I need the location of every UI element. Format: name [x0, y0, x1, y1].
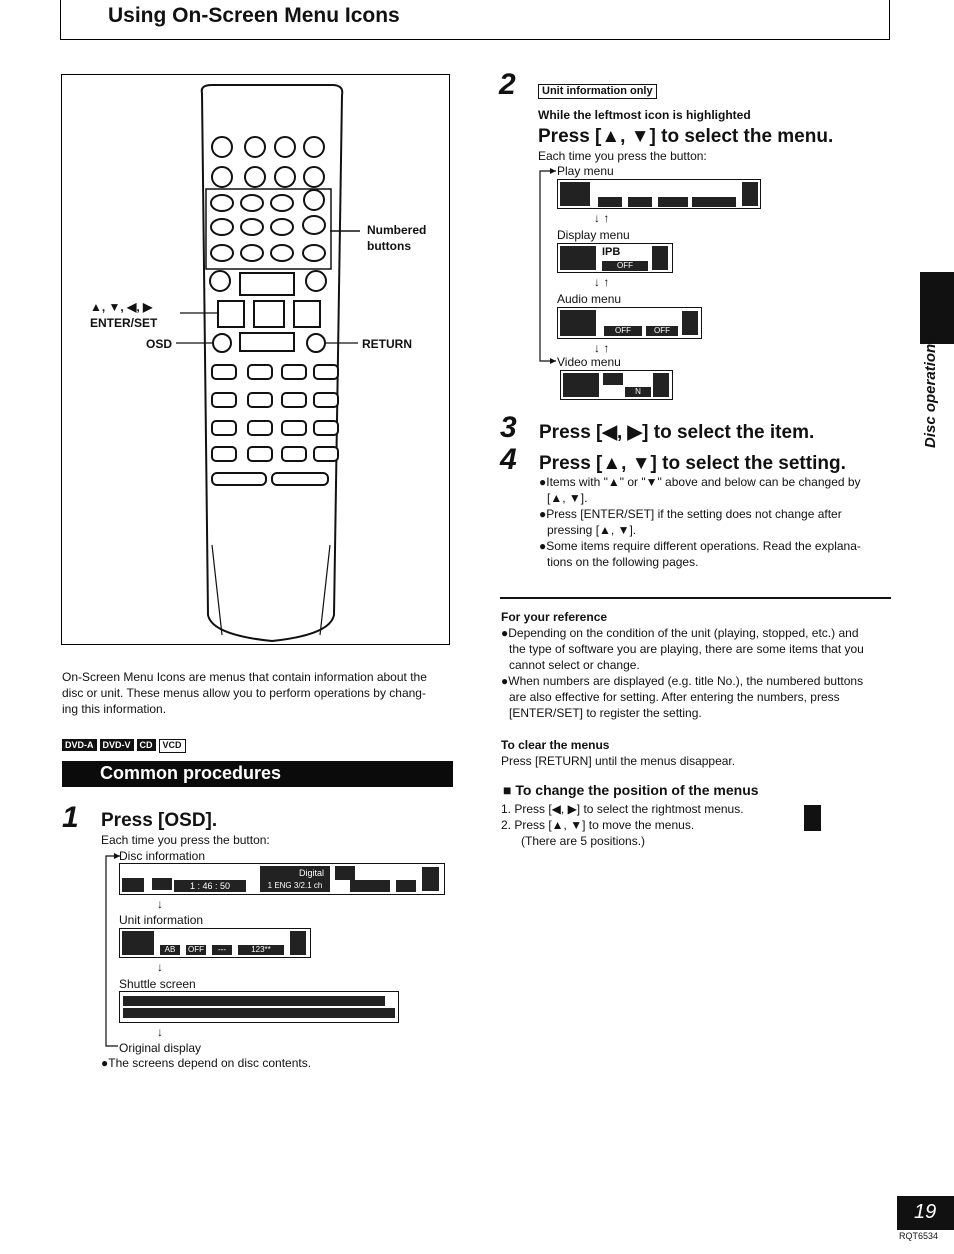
numbered-buttons-label-2: buttons: [367, 239, 411, 253]
step-1-number: 1: [62, 801, 79, 834]
audio-off-1: OFF: [604, 326, 642, 336]
side-tab-label: Disc operations: [922, 335, 939, 448]
video-menu-strip: [560, 370, 673, 400]
page-number-box: [897, 1196, 954, 1230]
display-off: OFF: [602, 261, 648, 271]
display-menu-label: Display menu: [557, 228, 630, 242]
video-menu-label: Video menu: [557, 355, 621, 369]
video-n: N: [625, 387, 651, 397]
reference-line-2: the type of software you are playing, there are some items that you: [509, 642, 864, 656]
unit-info-only-tag: Unit information only: [538, 84, 657, 99]
clear-title: To clear the menus: [501, 738, 610, 752]
reference-line-6: [ENTER/SET] to register the setting.: [509, 706, 702, 720]
audio-menu-label: Audio menu: [557, 292, 622, 306]
reference-line-5: are also effective for setting. After entering the numbers, press: [509, 690, 840, 704]
step-3-number: 3: [500, 411, 517, 444]
common-procedures-bar: [62, 761, 453, 787]
play-menu-label: Play menu: [557, 164, 614, 178]
clear-text: Press [RETURN] until the menus disappear.: [501, 754, 736, 768]
reference-line-4: ●When numbers are displayed (e.g. title No.), the numbered buttons: [501, 674, 864, 688]
audio-off-2: OFF: [646, 326, 678, 336]
position-line-2: 2. Press [▲, ▼] to move the menus.: [501, 818, 695, 832]
original-display-label: Original display: [119, 1041, 202, 1055]
page-title: Using On-Screen Menu Icons: [108, 4, 400, 27]
reference-line-3: cannot select or change.: [509, 658, 640, 672]
step-1-note: ●The screens depend on disc contents.: [101, 1056, 312, 1070]
shuttle-screen-strip: [119, 991, 399, 1023]
remote-control-illustration: [62, 75, 450, 645]
step-1-sub: Each time you press the button:: [101, 833, 270, 847]
step-2-number: 2: [499, 68, 516, 101]
unit-information-strip: [119, 928, 311, 958]
unit-off: OFF: [188, 945, 204, 954]
step-2-sub: Each time you press the button:: [538, 149, 707, 163]
display-menu-strip: [557, 243, 673, 273]
shuttle-screen-label: Shuttle screen: [119, 977, 196, 991]
unit-dash: ---: [212, 945, 232, 955]
step-4-bullet-2b: pressing [▲, ▼].: [547, 523, 637, 537]
step-4-bullet-3b: tions on the following pages.: [547, 555, 699, 569]
position-line-3: (There are 5 positions.): [521, 834, 646, 848]
reference-line-1: ●Depending on the condition of the unit (playing, stopped, etc.) and: [501, 626, 859, 640]
play-menu-strip: [557, 179, 761, 209]
step-4-bullet-1b: [▲, ▼].: [547, 491, 588, 505]
step-4-bullet-2a: ●Press [ENTER/SET] if the setting does not change after: [539, 507, 842, 521]
return-label: RETURN: [362, 337, 412, 351]
step-4-bullet-1a: ●Items with "▲" or "▼" above and below can be changed by: [539, 475, 861, 489]
badge-vcd: VCD: [159, 739, 186, 753]
intro-line-2: disc or unit. These menus allow you to perform operations by chang-: [62, 686, 426, 700]
common-procedures-title: Common procedures: [100, 763, 282, 783]
badge-cd: CD: [137, 739, 156, 751]
numbered-buttons-label-1: Numbered: [367, 223, 427, 237]
position-icon: [804, 805, 821, 831]
step-3-heading: Press [◀, ▶] to select the item.: [539, 422, 815, 443]
disc-information-label: Disc information: [119, 849, 206, 863]
disc-digital: Digital: [260, 866, 330, 880]
reference-title: For your reference: [501, 610, 608, 624]
unit-information-label: Unit information: [119, 913, 204, 927]
page-number: 19: [914, 1201, 937, 1223]
intro-line-1: On-Screen Menu Icons are menus that contain information about the: [62, 670, 427, 684]
disc-type-badges: [62, 735, 189, 753]
step-4-heading: Press [▲, ▼] to select the setting.: [539, 453, 846, 474]
intro-line-3: ing this information.: [62, 702, 167, 716]
document-code: RQT6534: [899, 1231, 939, 1241]
position-line-1: 1. Press [◀, ▶] to select the rightmost menus.: [501, 802, 744, 816]
ipb-text: IPB: [602, 246, 621, 258]
osd-label: OSD: [146, 337, 173, 351]
arrows-label: ▲, ▼, ◀, ▶: [90, 300, 153, 314]
unit-num: 123**: [238, 945, 284, 955]
badge-dvd-a: DVD-A: [62, 739, 97, 751]
step-4-bullet-3a: ●Some items require different operations. Read the explana-: [539, 539, 861, 553]
enter-set-label: ENTER/SET: [90, 316, 158, 330]
disc-information-strip: [119, 863, 445, 895]
step-4-number: 4: [500, 443, 517, 476]
badge-dvd-v: DVD-V: [100, 739, 134, 751]
disc-audio: 1 ENG 3/2.1 ch: [260, 880, 330, 892]
disc-time: 1 : 46 : 50: [174, 880, 246, 892]
step-2-heading: Press [▲, ▼] to select the menu.: [538, 126, 834, 147]
audio-menu-strip: [557, 307, 702, 339]
unit-ab: AB: [160, 945, 180, 955]
step-1-heading: Press [OSD].: [101, 810, 218, 831]
section-divider: [500, 597, 891, 599]
position-title: ■ To change the position of the menus: [503, 782, 759, 798]
step-2-while: While the leftmost icon is highlighted: [538, 108, 751, 122]
